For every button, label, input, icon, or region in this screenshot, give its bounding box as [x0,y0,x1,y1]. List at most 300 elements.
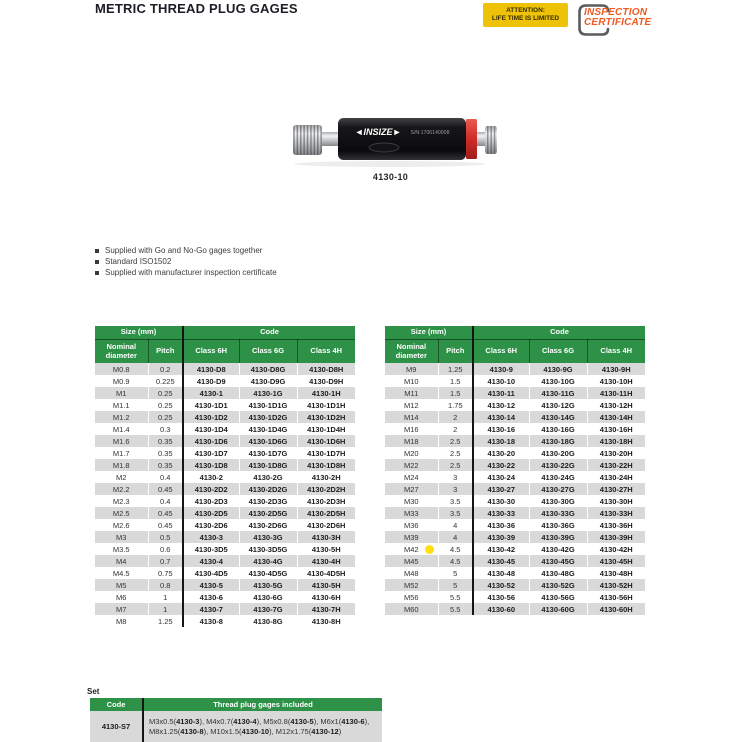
set-included-header: Thread plug gages included [143,698,382,711]
pitch-cell: 0.35 [148,447,183,459]
table-row [385,471,645,483]
set-table-row [90,711,382,742]
code-cell: 4130-3G [239,531,297,543]
pitch-cell: 0.6 [148,543,183,555]
code-cell: 4130-39G [529,531,587,543]
pitch-cell: 0.45 [148,483,183,495]
code-cell: 4130-1D6G [239,435,297,447]
feature-list [95,247,277,280]
pitch-header: Pitch [148,340,183,364]
code-cell: 4130-3D5G [239,543,297,555]
code-cell: 4130-2D5H [307,508,346,518]
table-row [385,567,645,579]
nominal-diameter-cell: M2.6 [95,519,148,531]
serial-number: S/N:1706140008 [410,130,450,136]
feature-text: Standard ISO1502 [105,257,172,267]
table-row [385,447,645,459]
code-cell: 4130-30 [473,495,529,507]
nominal-diameter-cell: M33 [385,507,438,519]
nominal-diameter-cell: M5 [95,579,148,591]
code-cell: 4130-5H [311,580,341,590]
pitch-cell: 3.5 [438,507,473,519]
feature-text: Supplied with manufacturer inspection certificate [105,268,277,278]
code-cell: 4130-1D8 [183,459,239,471]
code-cell: 4130-7H [311,604,341,614]
code-cell: 4130-1D7G [239,447,297,459]
table-row [385,399,645,411]
code-cell: 4130-27G [529,483,587,495]
pitch-cell: 5.5 [438,603,473,615]
pitch-cell: 0.4 [148,471,183,483]
code-cell: 4130-9 [473,363,529,375]
code-cell: 4130-10H [599,376,633,386]
code-cell: 4130-24 [473,471,529,483]
attention-badge-line1: ATTENTION: [506,7,545,14]
code-cell: 4130-27H [599,484,633,494]
code-cell: 4130-3D5 [183,543,239,555]
nominal-diameter-cell: M0.8 [95,363,148,375]
nominal-diameter-cell: M36 [385,519,438,531]
nominal-diameter-cell: M1.4 [95,423,148,435]
table-row [95,531,355,543]
class-6g-header: Class 6G [529,340,587,364]
code-cell: 4130-11G [529,387,587,399]
gage-model-label: 4130-10 [372,172,409,182]
table-body [385,363,645,615]
table-row [95,387,355,399]
nominal-diameter-cell: M3 [95,531,148,543]
code-cell: 4130-24H [599,472,633,482]
code-cell: 4130-39 [473,531,529,543]
code-cell: 4130-56G [529,591,587,603]
feature-item [95,258,277,267]
code-cell: 4130-6H [311,592,341,602]
code-cell: 4130-33H [599,508,633,518]
code-cell: 4130-52G [529,579,587,591]
inspection-certificate-logo [575,2,663,36]
code-cell: 4130-3 [183,531,239,543]
code-cell: 4130-45G [529,555,587,567]
code-cell: 4130-1D2H [307,412,346,422]
class-6h-header: Class 6H [473,340,529,364]
nominal-diameter-cell: M11 [385,387,438,399]
table-row [95,363,355,375]
code-cell: 4130-1D4 [183,423,239,435]
nominal-diameter-cell: M52 [385,579,438,591]
pitch-cell: 0.25 [148,387,183,399]
table-row [95,591,355,603]
pitch-cell: 1.25 [438,363,473,375]
nominal-diameter-cell: M48 [385,567,438,579]
pitch-cell: 2.5 [438,435,473,447]
nominal-diameter-header: Nominal diameter [95,340,148,364]
table-row [95,579,355,591]
code-cell: 4130-20G [529,447,587,459]
nominal-diameter-cell: M39 [385,531,438,543]
code-cell: 4130-1D1 [183,399,239,411]
attention-badge [483,3,568,27]
code-cell: 4130-2D3H [307,496,346,506]
included-gage-code: 4130-4 [233,716,257,726]
code-cell: 4130-16 [473,423,529,435]
nominal-diameter-cell: M2.2 [95,483,148,495]
code-cell: 4130-2D3 [183,495,239,507]
code-cell: 4130-20H [599,448,633,458]
code-cell: 4130-1 [183,387,239,399]
nominal-diameter-cell: M14 [385,411,438,423]
nominal-diameter-cell: M7 [95,603,148,615]
pitch-cell: 4.5 [438,543,473,555]
code-cell: 4130-30G [529,495,587,507]
pitch-cell: 3 [438,471,473,483]
nominal-diameter-cell: M60 [385,603,438,615]
code-cell: 4130-33G [529,507,587,519]
code-cell: 4130-42 [473,543,529,555]
gage-shadow [294,161,486,167]
code-cell: 4130-39H [599,532,633,542]
pitch-cell: 0.45 [148,507,183,519]
code-cell: 4130-36G [529,519,587,531]
code-cell: 4130-4 [183,555,239,567]
class-6h-header: Class 6H [183,340,239,364]
code-cell: 4130-1G [239,387,297,399]
code-cell: 4130-12H [599,400,633,410]
code-cell: 4130-14H [599,412,633,422]
table-row [385,363,645,375]
code-cell: 4130-2G [239,471,297,483]
nominal-diameter-cell: M9 [385,363,438,375]
code-cell: 4130-3H [311,532,341,542]
code-cell: 4130-2D6 [183,519,239,531]
code-cell: 4130-2D2 [183,483,239,495]
code-cell: 4130-60G [529,603,587,615]
feature-item [95,247,277,256]
table-row [385,519,645,531]
code-cell: 4130-2D3G [239,495,297,507]
included-gage-text: ), M10x1.5( [203,726,242,736]
code-cell: 4130-22H [599,460,633,470]
table-row [385,507,645,519]
code-cell: 4130-20 [473,447,529,459]
pitch-cell: 0.25 [148,411,183,423]
code-cell: 4130-1D6H [307,436,346,446]
code-cell: 4130-8 [183,615,239,627]
pitch-cell: 0.2 [148,363,183,375]
code-cell: 4130-48 [473,567,529,579]
set-code-cell: 4130-S7 [90,711,143,742]
table-row [95,447,355,459]
gage-handle [338,118,466,160]
code-cell: 4130-D9G [239,375,297,387]
table-row [385,495,645,507]
table-body [95,363,355,627]
code-cell: 4130-4D5 [183,567,239,579]
nominal-diameter-cell: M1.7 [95,447,148,459]
code-cell: 4130-5H [311,544,341,554]
code-cell: 4130-1D4H [307,424,346,434]
code-cell: 4130-2D5 [183,507,239,519]
code-cell: 4130-42H [599,544,633,554]
nominal-diameter-cell: M30 [385,495,438,507]
code-cell: 4130-45H [599,556,633,566]
nominal-diameter-cell: M2 [95,471,148,483]
code-cell: 4130-11H [599,388,633,398]
nominal-diameter-cell: M20 [385,447,438,459]
table-row [385,483,645,495]
code-cell: 4130-48H [599,568,633,578]
code-cell: 4130-1D7H [307,448,346,458]
table-row [385,459,645,471]
code-cell: 4130-2H [311,472,341,482]
code-cell: 4130-42G [529,543,587,555]
code-cell: 4130-11 [473,387,529,399]
page-title: METRIC THREAD PLUG GAGES [95,1,298,16]
code-cell: 4130-2D6H [307,520,346,530]
code-cell: 4130-14 [473,411,529,423]
code-cell: 4130-D8 [183,363,239,375]
feature-text: Supplied with Go and No-Go gages together [105,246,263,255]
pitch-cell: 1.5 [438,375,473,387]
class-4h-header: Class 4H [297,340,355,364]
table-row [385,603,645,615]
yellow-highlight-dot [425,545,434,554]
code-cell: 4130-2D2H [307,484,346,494]
code-cell: 4130-1D2G [239,411,297,423]
code-cell: 4130-45 [473,555,529,567]
table-row [385,555,645,567]
nominal-diameter-cell: M3.5 [95,543,148,555]
code-cell: 4130-12G [529,399,587,411]
table-row [95,543,355,555]
pitch-cell: 4 [438,531,473,543]
nominal-diameter-cell: M16 [385,423,438,435]
pitch-cell: 1.25 [148,615,183,627]
code-cell: 4130-12 [473,399,529,411]
code-cell: 4130-5G [239,579,297,591]
nominal-diameter-header: Nominal diameter [385,340,438,364]
code-cell: 4130-56H [599,592,633,602]
nominal-diameter-cell: M22 [385,459,438,471]
nominal-diameter-cell: M1 [95,387,148,399]
pitch-header: Pitch [438,340,473,364]
code-cell: 4130-6G [239,591,297,603]
included-gage-text: ), M5x0.8( [256,716,291,726]
code-cell: 4130-27 [473,483,529,495]
code-cell: 4130-10 [473,375,529,387]
size-group-header: Size (mm) [95,326,183,340]
table-row [95,435,355,447]
size-code-table-left [95,326,355,627]
code-cell: 4130-2D6G [239,519,297,531]
size-group-header: Size (mm) [385,326,473,340]
pitch-cell: 3.5 [438,495,473,507]
code-cell: 4130-1D6 [183,435,239,447]
insize-brand-logo: ◄INSIZE► [354,127,402,137]
code-cell: 4130-7 [183,603,239,615]
no-go-thread-end [485,126,497,154]
set-table-body [90,711,382,742]
set-section-label: Set [87,687,100,696]
table-row [385,531,645,543]
table-row [95,375,355,387]
code-cell: 4130-5 [183,579,239,591]
table-row [385,435,645,447]
table-row [95,555,355,567]
nominal-diameter-cell: M56 [385,591,438,603]
code-cell: 4130-22G [529,459,587,471]
pitch-cell: 0.45 [148,519,183,531]
included-gage-text: ) [338,726,342,736]
table-header [385,326,645,363]
table-row [385,591,645,603]
code-cell: 4130-22 [473,459,529,471]
pitch-cell: 1 [148,591,183,603]
included-gage-code: 4130-10 [241,726,270,736]
code-cell: 4130-16G [529,423,587,435]
gage-neck-left [322,132,339,146]
code-cell: 4130-9H [601,364,631,374]
attention-badge-line2: LIFE TIME IS LIMITED [491,15,560,22]
pitch-cell: 1 [148,603,183,615]
table-row [385,543,645,555]
code-cell: 4130-2D5G [239,507,297,519]
code-cell: 4130-18 [473,435,529,447]
code-cell: 4130-2 [183,471,239,483]
table-row [95,567,355,579]
table-row [385,387,645,399]
class-4h-header: Class 4H [587,340,645,364]
nominal-diameter-cell: M4.5 [95,567,148,579]
code-cell: 4130-D9H [309,376,344,386]
nominal-diameter-cell: M0.9 [95,375,148,387]
included-gage-text: ), M4x0.7( [199,716,234,726]
code-cell: 4130-6 [183,591,239,603]
code-cell: 4130-52 [473,579,529,591]
pitch-cell: 2 [438,423,473,435]
code-cell: 4130-10G [529,375,587,387]
pitch-cell: 2.5 [438,447,473,459]
set-table [90,698,382,742]
nominal-diameter-cell: M10 [385,375,438,387]
size-code-table-right [385,326,645,615]
no-go-red-band [466,119,477,159]
pitch-cell: 0.75 [148,567,183,579]
code-cell: 4130-1D7 [183,447,239,459]
code-cell: 4130-7G [239,603,297,615]
code-cell: 4130-4D5H [307,568,346,578]
table-row [95,603,355,615]
certificate-label-line1: INSPECTION [584,7,648,18]
code-cell: 4130-8G [239,615,297,627]
table-row [95,495,355,507]
code-cell: 4130-24G [529,471,587,483]
included-gage-code: 4130-3 [176,716,200,726]
pitch-cell: 0.5 [148,531,183,543]
table-row [95,483,355,495]
pitch-cell: 4 [438,519,473,531]
code-cell: 4130-16H [599,424,633,434]
gage-neck-right [477,132,485,146]
thread-plug-gage-image [283,109,498,169]
feature-item [95,269,277,278]
included-gage-text: ), M12x1.75( [269,726,312,736]
table-row [385,579,645,591]
code-cell: 4130-30H [599,496,633,506]
nominal-diameter-cell: M4 [95,555,148,567]
code-cell: 4130-48G [529,567,587,579]
table-row [95,459,355,471]
pitch-cell: 2 [438,411,473,423]
table-row [95,519,355,531]
included-gage-text: ), M6x1( [313,716,342,726]
pitch-cell: 0.4 [148,495,183,507]
nominal-diameter-cell: M1.2 [95,411,148,423]
pitch-cell: 5 [438,567,473,579]
go-thread-end [293,125,322,155]
pitch-cell: 2.5 [438,459,473,471]
code-cell: 4130-9G [529,363,587,375]
code-cell: 4130-33 [473,507,529,519]
code-cell: 4130-D8G [239,363,297,375]
code-cell: 4130-36H [599,520,633,530]
nominal-diameter-cell: M27 [385,483,438,495]
included-gage-code: 4130-12 [311,726,339,736]
table-row [385,423,645,435]
included-gage-text: ), M8x1.25( [149,716,370,736]
pitch-cell: 4.5 [438,555,473,567]
code-cell: 4130-4D5G [239,567,297,579]
code-cell: 4130-60H [599,604,633,614]
table-row [385,375,645,387]
pitch-cell: 1.5 [438,387,473,399]
pitch-cell: 3 [438,483,473,495]
code-cell: 4130-18G [529,435,587,447]
code-cell: 4130-18H [599,436,633,446]
code-cell: 4130-1D8G [239,459,297,471]
nominal-diameter-cell: M6 [95,591,148,603]
nominal-diameter-cell: M1.8 [95,459,148,471]
code-cell: 4130-36 [473,519,529,531]
pitch-cell: 0.35 [148,459,183,471]
code-group-header: Code [183,326,355,340]
certificate-label [584,8,651,27]
pitch-cell: 5.5 [438,591,473,603]
table-row [95,507,355,519]
code-cell: 4130-D9 [183,375,239,387]
code-cell: 4130-14G [529,411,587,423]
set-code-header: Code [90,698,143,711]
nominal-diameter-cell: M8 [95,615,148,627]
code-cell: 4130-1D1H [307,400,346,410]
pitch-cell: 0.8 [148,579,183,591]
table-row [385,411,645,423]
pitch-cell: 0.35 [148,435,183,447]
pitch-cell: 5 [438,579,473,591]
code-cell: 4130-1D4G [239,423,297,435]
pitch-cell: 0.225 [148,375,183,387]
table-row [95,423,355,435]
code-cell: 4130-1D8H [307,460,346,470]
code-cell: 4130-4H [311,556,341,566]
code-cell: 4130-1D2 [183,411,239,423]
handle-engraving [369,143,399,152]
table-row [95,615,355,627]
code-cell: 4130-1D1G [239,399,297,411]
code-cell: 4130-1H [311,388,341,398]
pitch-cell: 0.25 [148,399,183,411]
pitch-cell: 1.75 [438,399,473,411]
pitch-cell: 0.7 [148,555,183,567]
